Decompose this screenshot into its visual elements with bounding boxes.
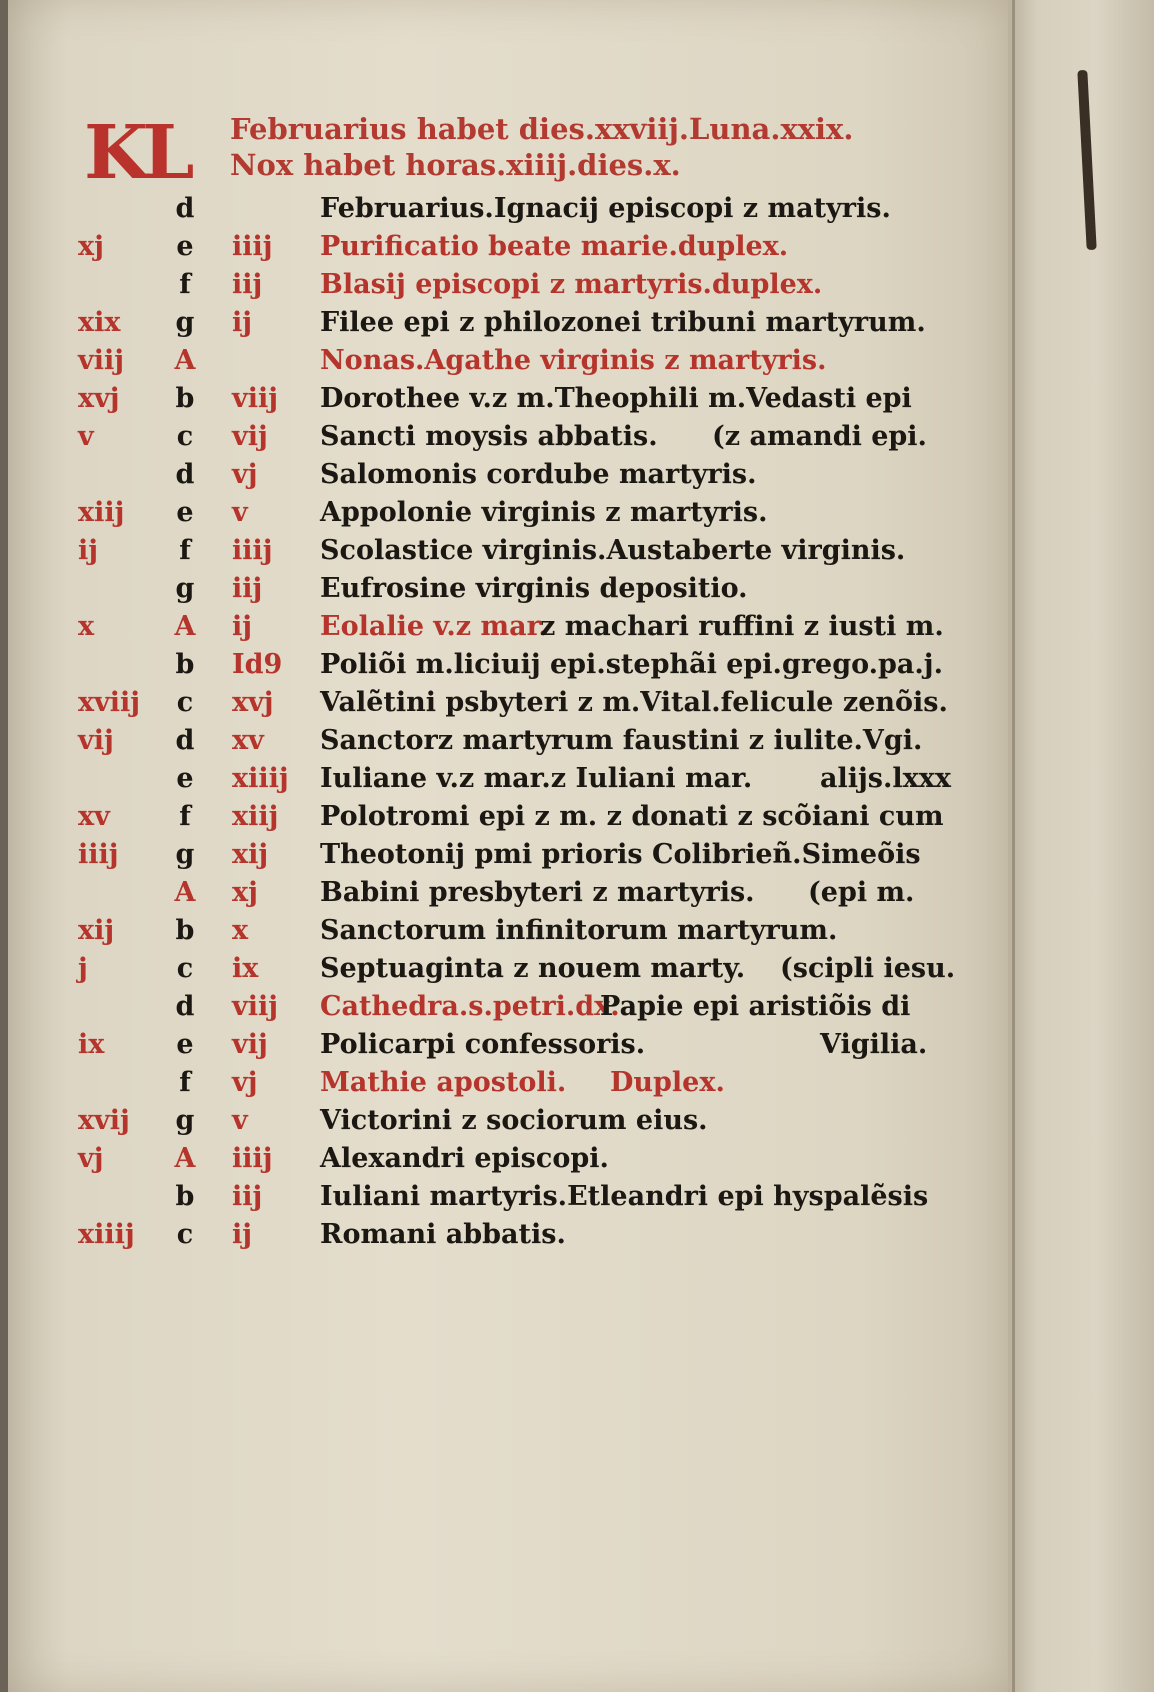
roman-day: viij (232, 383, 278, 414)
saint-entry: Scolastice virginis.Austaberte virginis. (320, 535, 906, 566)
calendar-row (0, 1064, 1000, 1102)
roman-day: xiij (232, 801, 279, 832)
dominical-letter: c (176, 421, 194, 452)
roman-day: ij (232, 1219, 253, 1250)
saint-entry-continuation: Vigilia. (820, 1029, 928, 1060)
saint-entry: Alexandri episcopi. (320, 1143, 609, 1174)
calendar-row (0, 798, 1000, 836)
saint-entry: Babini presbyteri z martyris. (320, 877, 755, 908)
calendar-row (0, 836, 1000, 874)
dominical-letter: g (175, 1105, 195, 1136)
saint-entry: Appolonie virginis z martyris. (320, 497, 768, 528)
saint-entry-continuation: Papie epi aristiõis di (600, 991, 911, 1022)
dominical-letter: f (179, 535, 191, 566)
dominical-letter: A (174, 345, 196, 376)
calendar-row (0, 646, 1000, 684)
dominical-letter: f (179, 801, 191, 832)
roman-day: x (232, 915, 249, 946)
golden-number: xvj (78, 383, 120, 414)
golden-number: x (78, 611, 95, 642)
saint-entry: Eufrosine virginis depositio. (320, 573, 748, 604)
dominical-letter: b (175, 915, 195, 946)
saint-entry: Nonas.Agathe virginis z martyris. (320, 345, 827, 376)
saint-entry: Mathie apostoli. (320, 1067, 567, 1098)
golden-number: ij (78, 535, 99, 566)
roman-day: viij (232, 991, 278, 1022)
roman-day: ix (232, 953, 259, 984)
dominical-letter: f (179, 1067, 191, 1098)
calendar-row (0, 1026, 1000, 1064)
saint-entry-continuation: (epi m. (808, 877, 915, 908)
page-edge (1012, 0, 1015, 1692)
saint-entry-continuation: (scipli iesu. (780, 953, 956, 984)
dominical-letter: c (176, 953, 194, 984)
golden-number: vj (78, 1143, 104, 1174)
saint-entry-continuation: Duplex. (610, 1067, 725, 1098)
calendar-row (0, 380, 1000, 418)
saint-entry: Romani abbatis. (320, 1219, 566, 1250)
calendar-row (0, 988, 1000, 1026)
calendar-row (0, 1178, 1000, 1216)
saint-entry: Polotromi epi z m. z donati z scõiani cum (320, 801, 944, 832)
saint-entry: Septuaginta z nouem marty. (320, 953, 746, 984)
roman-day: xj (232, 877, 258, 908)
month-header (84, 110, 984, 196)
dominical-letter: e (176, 763, 194, 794)
roman-day: ij (232, 611, 253, 642)
night-hours-line: Nox habet horas.xiiij.dies.x. (230, 148, 681, 182)
kalendae-initial: KL (84, 110, 189, 196)
calendar-row (0, 912, 1000, 950)
dominical-letter: d (175, 991, 195, 1022)
roman-day: ij (232, 307, 253, 338)
calendar-row (0, 342, 1000, 380)
calendar-row (0, 532, 1000, 570)
saint-entry: Valẽtini psbyteri z m.Vital.felicule zenõis. (320, 687, 948, 718)
saint-entry: Dorothee v.z m.Theophili m.Vedasti epi (320, 383, 912, 414)
saint-entry: Iuliane v.z mar.z Iuliani mar. (320, 763, 753, 794)
saint-entry: Poliõi m.liciuij epi.stephãi epi.grego.pa.j. (320, 649, 943, 680)
dominical-letter: f (179, 269, 191, 300)
dominical-letter: A (174, 1143, 196, 1174)
saint-entry: Purificatio beate marie.duplex. (320, 231, 789, 262)
dominical-letter: e (176, 231, 194, 262)
golden-number: xj (78, 231, 104, 262)
roman-day: xiiij (232, 763, 289, 794)
saint-entry: Blasij episcopi z martyris.duplex. (320, 269, 823, 300)
calendar-row (0, 418, 1000, 456)
dominical-letter: d (175, 725, 195, 756)
calendar-row (0, 266, 1000, 304)
saint-entry: Eolalie v.z mar. (320, 611, 548, 642)
roman-day: v (232, 1105, 248, 1136)
dominical-letter: e (176, 497, 194, 528)
dominical-letter: e (176, 1029, 194, 1060)
saint-entry: Filee epi z philozonei tribuni martyrum. (320, 307, 926, 338)
dominical-letter: b (175, 649, 195, 680)
roman-day: iij (232, 269, 263, 300)
saint-entry: Sanctorum infinitorum martyrum. (320, 915, 838, 946)
golden-number: xv (78, 801, 110, 832)
calendar-row (0, 950, 1000, 988)
saint-entry: Iuliani martyris.Etleandri epi hyspalẽsis (320, 1181, 929, 1212)
roman-day: vj (232, 1067, 258, 1098)
roman-day: xv (232, 725, 264, 756)
saint-entry: Salomonis cordube martyris. (320, 459, 757, 490)
golden-number: xvij (78, 1105, 130, 1136)
dominical-letter: b (175, 1181, 195, 1212)
golden-number: xiij (78, 497, 125, 528)
calendar-row (0, 570, 1000, 608)
golden-number: xij (78, 915, 115, 946)
saint-entry: Sanctorz martyrum faustini z iulite.Vgi. (320, 725, 923, 756)
saint-entry: Policarpi confessoris. (320, 1029, 646, 1060)
saint-entry-continuation: z machari ruffini z iusti m. (540, 611, 944, 642)
dominical-letter: A (174, 877, 196, 908)
dominical-letter: d (175, 459, 195, 490)
dominical-letter: g (175, 307, 195, 338)
roman-day: v (232, 497, 248, 528)
saint-entry-continuation: alijs.lxxx (820, 763, 951, 794)
calendar-row (0, 608, 1000, 646)
dominical-letter: c (176, 687, 194, 718)
saint-entry-continuation: (z amandi epi. (712, 421, 927, 452)
dominical-letter: g (175, 573, 195, 604)
roman-day: vij (232, 1029, 268, 1060)
saint-entry: Theotonij pmi prioris Colibrieñ.Simeõis (320, 839, 921, 870)
roman-day: iij (232, 573, 263, 604)
roman-day: iij (232, 1181, 263, 1212)
book-spine (1008, 0, 1154, 1692)
dominical-letter: d (175, 193, 195, 224)
golden-number: xiiij (78, 1219, 135, 1250)
dominical-letter: b (175, 383, 195, 414)
calendar-row (0, 304, 1000, 342)
saint-entry: Sancti moysis abbatis. (320, 421, 658, 452)
dominical-letter: c (176, 1219, 194, 1250)
saint-entry: Februarius.Ignacij episcopi z matyris. (320, 193, 891, 224)
dominical-letter: A (174, 611, 196, 642)
calendar-row (0, 1140, 1000, 1178)
golden-number: j (78, 953, 88, 984)
calendar-row (0, 190, 1000, 228)
roman-day: iiij (232, 535, 273, 566)
roman-day: iiij (232, 1143, 273, 1174)
saint-entry: Victorini z sociorum eius. (320, 1105, 708, 1136)
calendar-row (0, 1216, 1000, 1254)
roman-day: Id9 (232, 649, 283, 680)
roman-day: vij (232, 421, 268, 452)
calendar-row (0, 228, 1000, 266)
roman-day: xvj (232, 687, 274, 718)
golden-number: v (78, 421, 94, 452)
golden-number: iiij (78, 839, 119, 870)
golden-number: viij (78, 345, 124, 376)
calendar-row (0, 874, 1000, 912)
dominical-letter: g (175, 839, 195, 870)
calendar-row (0, 760, 1000, 798)
calendar-row (0, 684, 1000, 722)
golden-number: ix (78, 1029, 105, 1060)
saint-entry: Cathedra.s.petri.dx. (320, 991, 620, 1022)
month-days-line: Februarius habet dies.xxviij.Luna.xxix. (230, 112, 854, 146)
golden-number: xix (78, 307, 121, 338)
calendar-row (0, 456, 1000, 494)
roman-day: vj (232, 459, 258, 490)
calendar-row (0, 722, 1000, 760)
golden-number: vij (78, 725, 114, 756)
calendar-row (0, 1102, 1000, 1140)
calendar-row (0, 494, 1000, 532)
roman-day: xij (232, 839, 269, 870)
roman-day: iiij (232, 231, 273, 262)
golden-number: xviij (78, 687, 141, 718)
